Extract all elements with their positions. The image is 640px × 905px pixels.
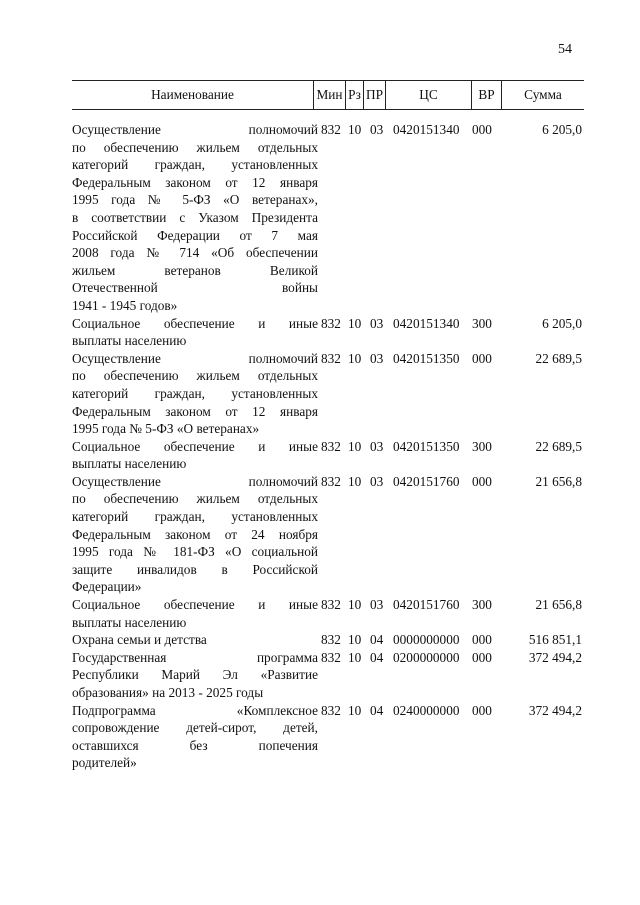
row-name-line: Федеральным законом от 12 января [72, 174, 318, 190]
row-name-line: образования» на 2013 - 2025 годы [72, 685, 264, 700]
row-name-line: по обеспечению жильем отдельных [72, 368, 318, 384]
row-name-line: Осуществление полномочий [72, 473, 318, 489]
row-name-line: оставшихся без попечения [72, 737, 318, 753]
row-sum: 21 656,8 [535, 597, 582, 613]
row-name-line: по обеспечению жильем отдельных [72, 139, 318, 155]
row-min: 832 [321, 473, 341, 489]
table-row [72, 702, 584, 772]
row-pr: 03 [370, 122, 384, 137]
row-cs: 0420151760 [393, 473, 460, 489]
row-rz: 10 [348, 315, 362, 331]
row-name-line: жильем ветеранов Великой [72, 262, 318, 278]
table-row [72, 438, 584, 473]
header-pr: ПР [364, 81, 386, 109]
row-name-line: сопровождение детей-сирот, детей, [72, 720, 318, 736]
row-cs: 0420151340 [393, 122, 460, 137]
row-name-line: Федеральным законом от 12 января [72, 403, 318, 419]
row-rz: 10 [348, 122, 362, 137]
row-sum: 22 689,5 [535, 438, 582, 454]
row-cs: 0000000000 [393, 632, 460, 648]
row-min: 832 [321, 122, 341, 137]
row-min: 832 [321, 632, 341, 648]
row-name [72, 121, 318, 315]
row-vr: 000 [472, 702, 492, 718]
row-name [72, 702, 318, 772]
row-name-line: категорий граждан, установленных [72, 509, 318, 525]
table-body [72, 121, 584, 772]
row-rz: 10 [348, 632, 362, 648]
row-pr: 03 [370, 438, 384, 454]
row-pr: 04 [370, 632, 384, 648]
row-vr: 300 [472, 438, 492, 454]
row-name-line: Государственная программа [72, 649, 318, 665]
row-sum: 372 494,2 [528, 702, 582, 718]
row-rz: 10 [348, 597, 362, 613]
row-vr: 000 [472, 350, 492, 366]
row-name [72, 473, 318, 596]
table-header [72, 80, 584, 110]
header-vr: ВР [472, 81, 502, 109]
row-min: 832 [321, 350, 341, 366]
row-min: 832 [321, 649, 341, 665]
row-name-line: выплаты населению [72, 614, 187, 630]
row-name-line: Федерации» [72, 579, 142, 595]
row-name-line: Социальное обеспечение и иные [72, 438, 318, 454]
table-row [72, 649, 584, 702]
row-name-line: родителей» [72, 755, 137, 771]
row-sum: 22 689,5 [535, 350, 582, 366]
table-row [72, 315, 584, 350]
row-vr: 000 [472, 649, 492, 665]
header-sum: Сумма [524, 87, 562, 102]
row-name-line: 1941 - 1945 годов» [72, 297, 178, 313]
row-sum: 6 205,0 [542, 122, 582, 137]
row-rz: 10 [348, 649, 362, 665]
row-pr: 04 [370, 649, 384, 665]
row-vr: 300 [472, 315, 492, 331]
row-min: 832 [321, 702, 341, 718]
row-cs: 0200000000 [393, 649, 460, 665]
row-name-line: выплаты населению [72, 333, 187, 349]
row-name-line: в соответствии с Указом Президента [72, 209, 318, 225]
row-name-line: Социальное обеспечение и иные [72, 315, 318, 331]
row-min: 832 [321, 438, 341, 454]
row-name [72, 649, 318, 702]
table-row [72, 473, 584, 596]
row-name-line: 1995 года № 5-ФЗ «О ветеранах» [72, 421, 260, 437]
row-name-line: выплаты населению [72, 456, 187, 472]
row-name-line: 1995 года № 181-ФЗ «О социальной [72, 544, 318, 560]
row-name-line: Республики Марий Эл «Развитие [72, 667, 318, 683]
row-name-line: Осуществление полномочий [72, 350, 318, 366]
row-name [72, 315, 318, 350]
row-name-line: категорий граждан, установленных [72, 157, 318, 173]
row-name [72, 438, 318, 473]
row-pr: 03 [370, 315, 384, 331]
row-rz: 10 [348, 438, 362, 454]
row-sum: 516 851,1 [528, 632, 582, 648]
table-row [72, 596, 584, 631]
row-vr: 000 [472, 632, 492, 648]
page-number: 54 [558, 42, 572, 57]
row-cs: 0420151760 [393, 597, 460, 613]
row-name-line: Подпрограмма «Комплексное [72, 702, 318, 718]
row-vr: 000 [472, 122, 492, 137]
row-vr: 300 [472, 597, 492, 613]
row-rz: 10 [348, 473, 362, 489]
row-name [72, 350, 318, 438]
row-cs: 0420151340 [393, 315, 460, 331]
row-name-line: по обеспечению жильем отдельных [72, 491, 318, 507]
row-name-line: Социальное обеспечение и иные [72, 597, 318, 613]
row-name-line: Охрана семьи и детства [72, 632, 207, 648]
row-sum: 372 494,2 [528, 649, 582, 665]
row-pr: 03 [370, 350, 384, 366]
row-pr: 03 [370, 597, 384, 613]
row-pr: 03 [370, 473, 384, 489]
table-row [72, 631, 584, 649]
row-name-line: Отечественной войны [72, 280, 318, 296]
row-name-line: 2008 года № 714 «Об обеспечении [72, 245, 318, 261]
row-sum: 21 656,8 [535, 473, 582, 489]
row-name-line: 1995 года № 5-ФЗ «О ветеранах», [72, 192, 318, 208]
row-name-line: защите инвалидов в Российской [72, 561, 318, 577]
row-name-line: Российской Федерации от 7 мая [72, 227, 318, 243]
row-min: 832 [321, 315, 341, 331]
row-cs: 0420151350 [393, 438, 460, 454]
table-row [72, 350, 584, 438]
row-rz: 10 [348, 702, 362, 718]
row-sum: 6 205,0 [542, 315, 582, 331]
row-cs: 0420151350 [393, 350, 460, 366]
row-name-line: Федеральным законом от 24 ноября [72, 526, 318, 542]
header-cs: ЦС [386, 81, 472, 109]
header-min: Мин [314, 81, 346, 109]
row-name-line: категорий граждан, установленных [72, 385, 318, 401]
row-min: 832 [321, 597, 341, 613]
header-rz: Рз [346, 81, 364, 109]
row-name [72, 596, 318, 631]
header-name: Наименование [72, 81, 314, 109]
row-vr: 000 [472, 473, 492, 489]
row-name [72, 631, 318, 649]
row-rz: 10 [348, 350, 362, 366]
row-name-line: Осуществление полномочий [72, 122, 318, 137]
table-row [72, 121, 584, 315]
row-pr: 04 [370, 702, 384, 718]
row-cs: 0240000000 [393, 702, 460, 718]
